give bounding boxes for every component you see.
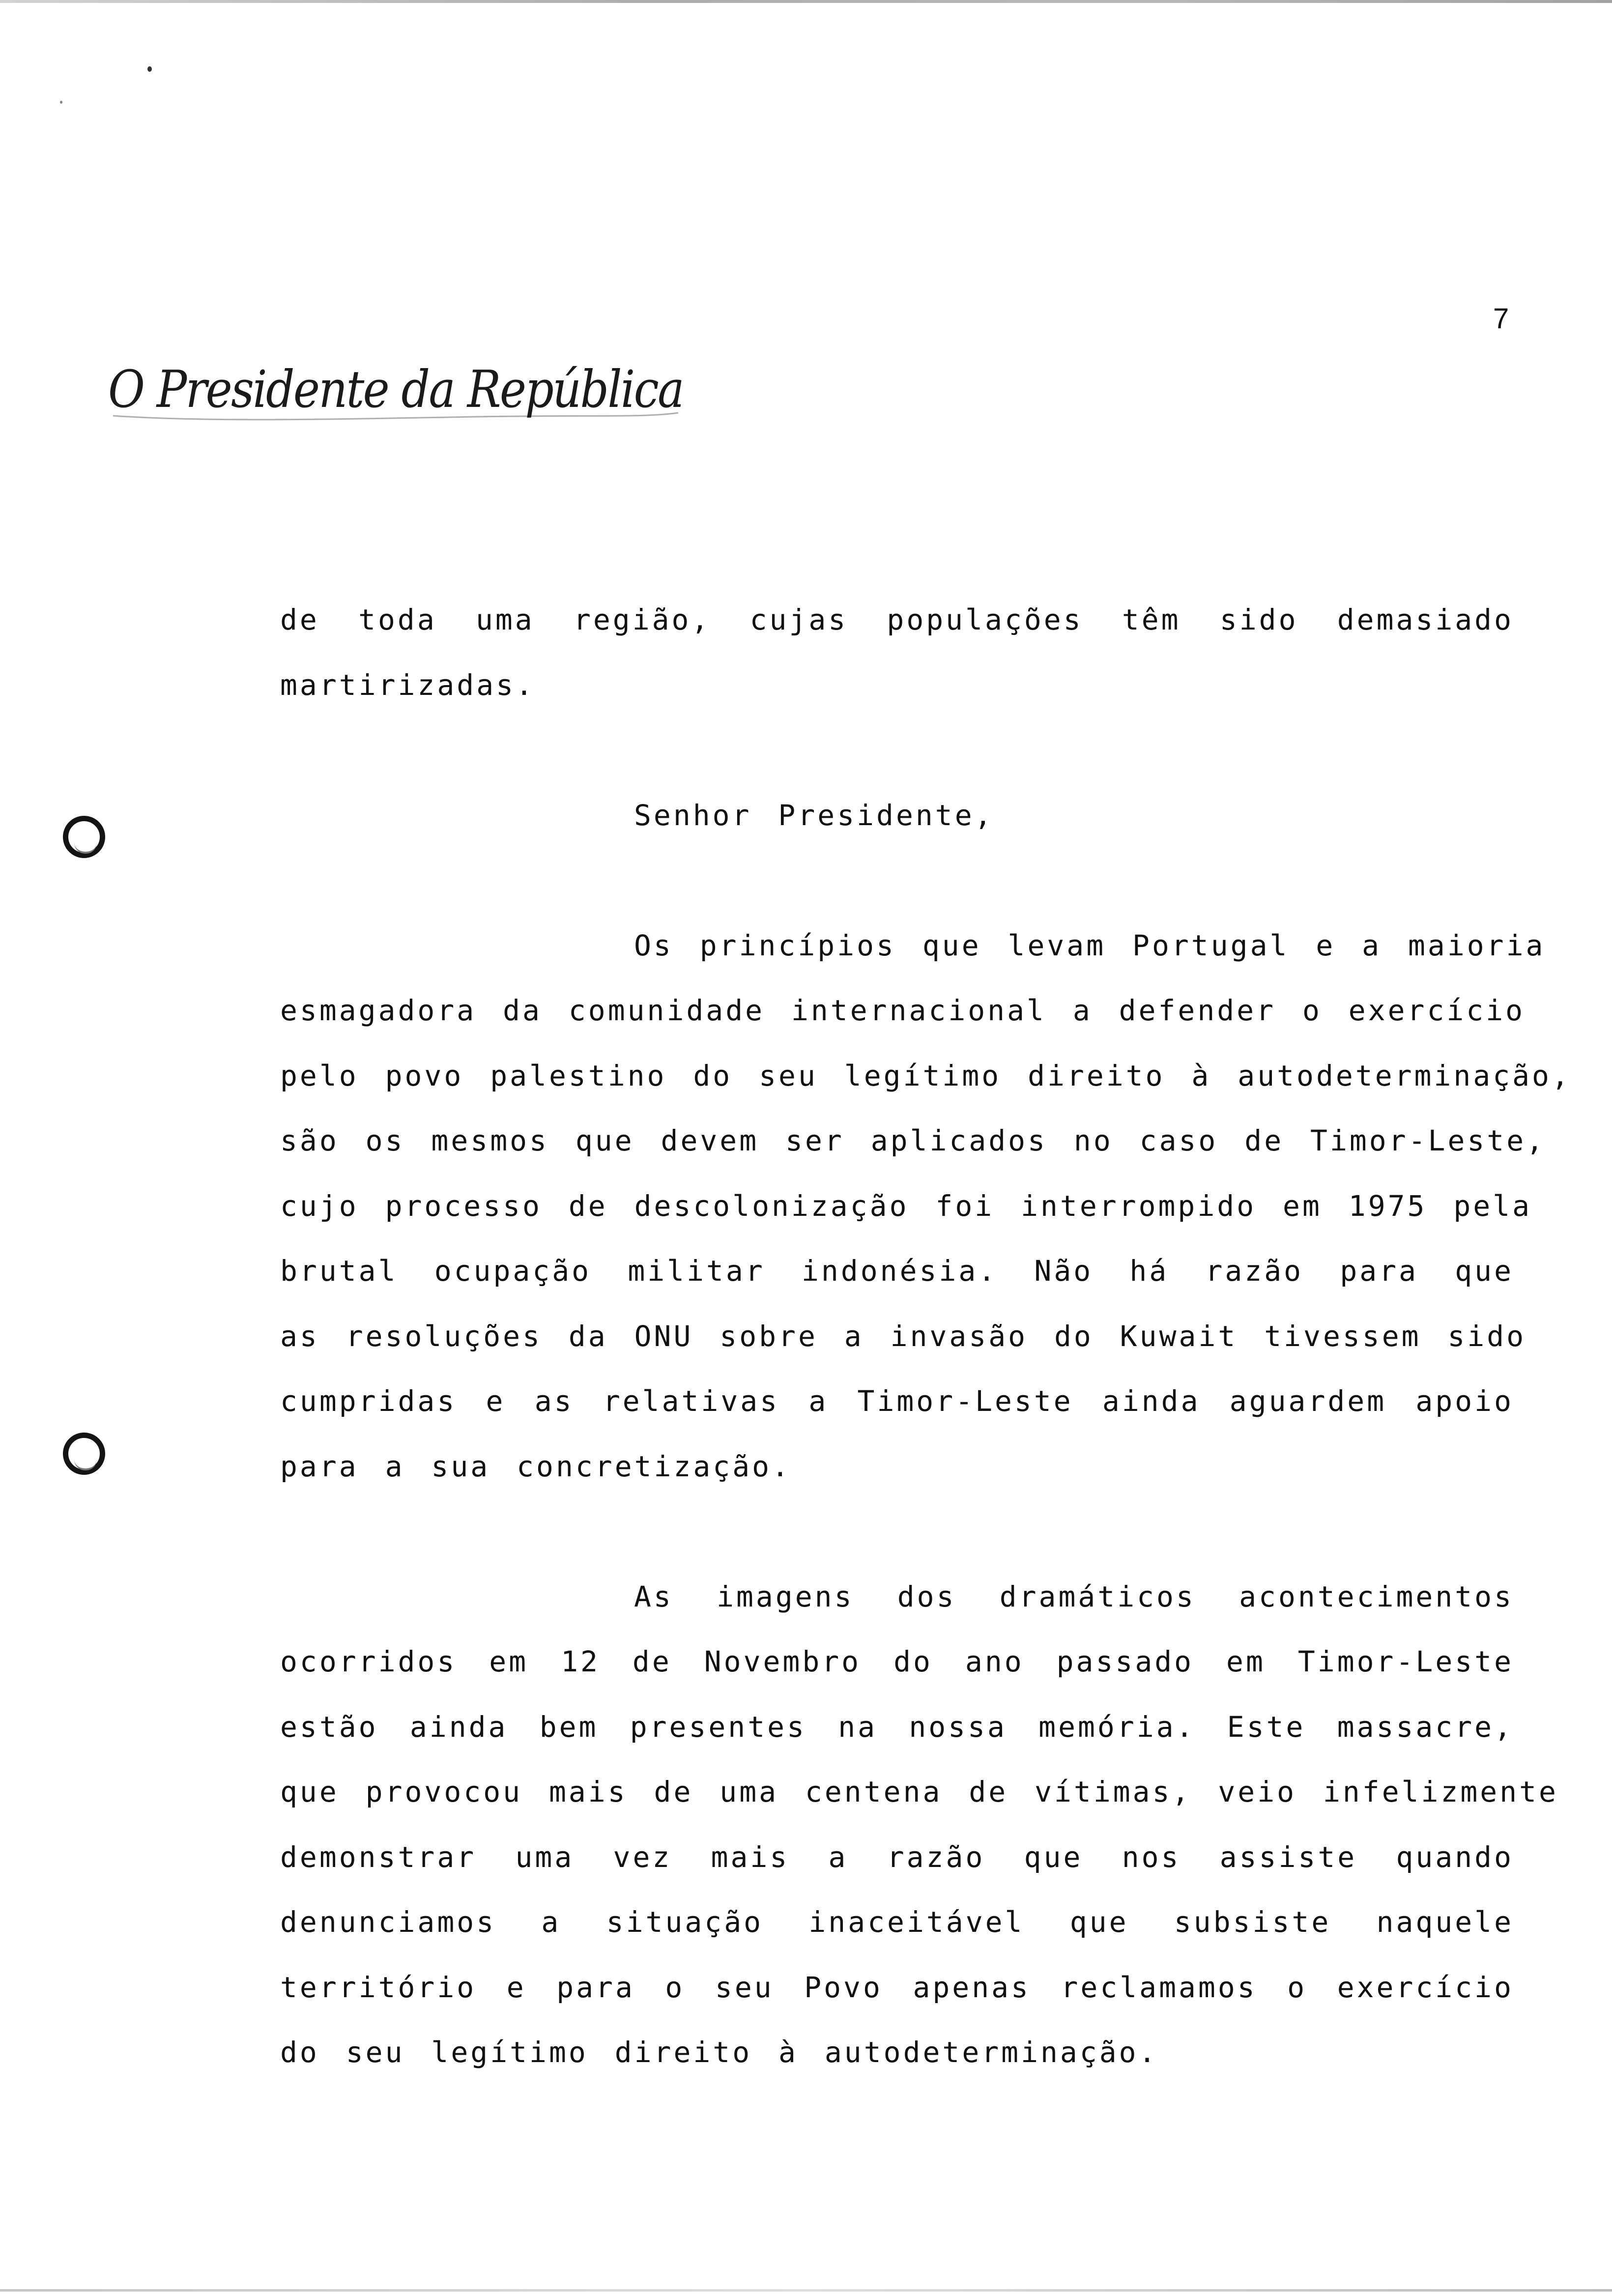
text-line: de toda uma região, cujas populações têm sido demasiado <box>280 603 1514 636</box>
scan-edge-top <box>0 0 1612 3</box>
text-line: do seu legítimo direito à autodeterminação. <box>280 2036 1158 2069</box>
svg-text:O Presidente da República: O Presidente da República <box>108 359 683 419</box>
text-line: que provocou mais de uma centena de vítimas, veio infelizmente <box>280 1775 1558 1808</box>
text-line: denunciamos a situação inaceitável que subsiste naquele <box>280 1905 1514 1939</box>
punch-hole-upper <box>63 816 105 858</box>
paragraph-gap <box>280 1499 1514 1564</box>
text-line: cujo processo de descolonização foi interrompido em 1975 pela <box>280 1189 1532 1223</box>
text-line: pelo povo palestino do seu legítimo direito à autodeterminação, <box>280 1059 1571 1092</box>
text-line: As imagens dos dramáticos acontecimentos <box>634 1579 1514 1613</box>
text-line: martirizadas. <box>280 668 535 702</box>
letter-body <box>280 587 1571 2085</box>
paragraph-gap <box>280 848 1514 913</box>
text-line: estão ainda bem presentes na nossa memória. Este massacre, <box>280 1710 1514 1744</box>
text-line: as resoluções da ONU sobre a invasão do Kuwait tivessem sido <box>280 1319 1526 1353</box>
text-line: para a sua concretização. <box>280 1449 791 1483</box>
punch-hole-lower <box>63 1433 105 1475</box>
page-number: 7 <box>1493 303 1509 335</box>
text-line: esmagadora da comunidade internacional a defender o exercício <box>280 994 1526 1027</box>
text-line: Os princípios que levam Portugal e a maioria <box>634 928 1546 962</box>
salutation: Senhor Presidente, <box>634 798 994 832</box>
scan-speck <box>60 101 62 104</box>
text-line: território e para o seu Povo apenas reclamamos o exercício <box>280 1970 1514 2004</box>
scan-speck <box>147 66 152 72</box>
letterhead-script <box>103 344 693 437</box>
scan-edge-bottom <box>0 2289 1612 2292</box>
letterhead <box>103 344 693 437</box>
paragraph-gap <box>280 718 1514 783</box>
text-line: ocorridos em 12 de Novembro do ano passado em Timor-Leste <box>280 1645 1514 1678</box>
text-line: demonstrar uma vez mais a razão que nos assiste quando <box>280 1840 1514 1874</box>
text-line: cumpridas e as relativas a Timor-Leste ainda aguardem apoio <box>280 1384 1514 1418</box>
text-line: brutal ocupação militar indonésia. Não há razão para que <box>280 1254 1514 1288</box>
text-line: são os mesmos que devem ser aplicados no caso de Timor-Leste, <box>280 1124 1546 1157</box>
